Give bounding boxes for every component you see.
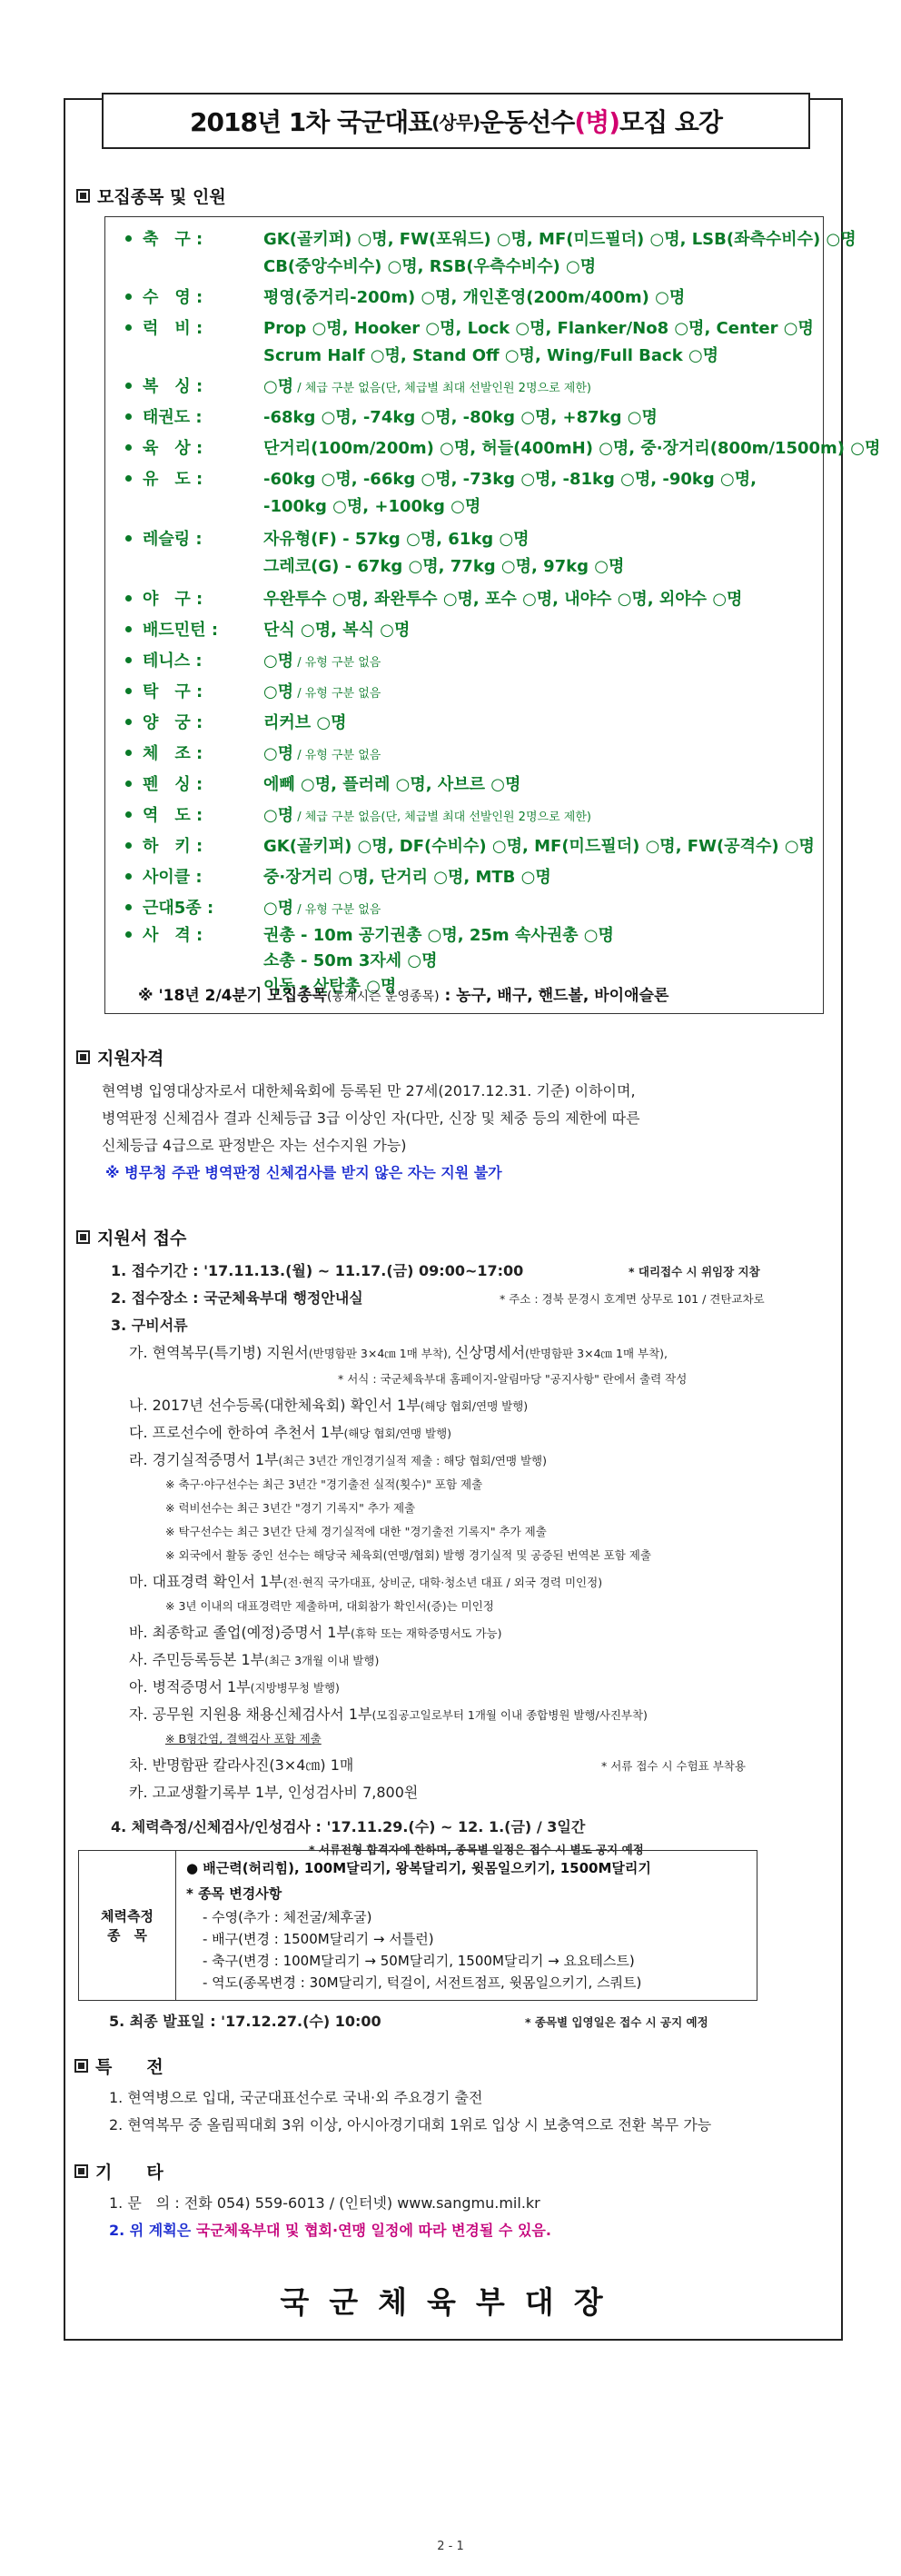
sport-text: GK(골키퍼) ○명, DF(수비수) ○명, MF(미드필더) ○명, FW(공격수) ○명 bbox=[263, 837, 815, 856]
sport-text: GK(골키퍼) ○명, FW(포워드) ○명, MF(미드필더) ○명, LSB(좌측수비수) ○명 bbox=[263, 230, 856, 249]
sport-name: 축 구 : bbox=[143, 230, 203, 249]
section-label: 지원자격 bbox=[97, 1049, 164, 1069]
doc-sub: (해당 협회/연맹 발행) bbox=[420, 1399, 529, 1413]
doc-sub: (반명함판 3×4㎝ 1매 부착), bbox=[308, 1347, 455, 1360]
app-final-note: * 종목별 입영일은 접수 시 공지 예정 bbox=[525, 2015, 708, 2029]
fitness-change: - 역도(종목변경 : 30M달리기, 턱걸이, 서전트점프, 윗몸일으키기, 스쿼트) bbox=[203, 1974, 642, 1991]
sport-text: 이동 - 산탄총 ○명 bbox=[263, 977, 397, 996]
sport-row bbox=[125, 617, 411, 641]
doc-sub: (지방병무청 발행) bbox=[250, 1681, 340, 1695]
sport-text: -100kg ○명, +100kg ○명 bbox=[263, 497, 481, 516]
bullet-icon bbox=[125, 324, 132, 331]
sport-note: / 체급 구분 없음(단, 체급별 최대 선발인원 2명으로 제한) bbox=[293, 811, 591, 824]
section-label: 지원서 접수 bbox=[97, 1228, 187, 1248]
doc-aa bbox=[129, 1676, 340, 1696]
doc-ra-note: ※ 축구·야구선수는 최근 3년간 "경기출전 실적(횟수)" 포함 제출 bbox=[165, 1477, 483, 1491]
doc-cha: 차. 반명함판 칼라사진(3×4㎝) 1매 bbox=[129, 1756, 354, 1774]
sport-row bbox=[125, 895, 381, 919]
sport-row bbox=[125, 864, 551, 888]
sport-name: 역 도 : bbox=[143, 806, 203, 825]
bullet-icon bbox=[125, 235, 132, 242]
qual-line: 병역판정 신체검사 결과 신체등급 3급 이상인 자(다만, 신장 및 체중 등의 제한에 따른 bbox=[102, 1109, 640, 1127]
bullet-icon bbox=[125, 719, 132, 725]
doc-text: 바. 최종학교 졸업(예정)증명서 1부 bbox=[129, 1624, 351, 1641]
doc-sub: (최근 3개월 이내 발행) bbox=[264, 1654, 380, 1667]
sport-row bbox=[125, 802, 591, 826]
title-part: 모집 요강 bbox=[619, 107, 722, 137]
sport-row bbox=[125, 373, 591, 397]
app-period-note: * 대리접수 시 위임장 지참 bbox=[629, 1265, 760, 1278]
doc-text: 다. 프로선수에 한하여 추천서 1부 bbox=[129, 1424, 344, 1441]
checkbox-square-icon bbox=[76, 1230, 90, 1244]
sport-name: 야 구 : bbox=[143, 590, 203, 609]
doc-sub: (해당 협회/연맹 발행) bbox=[343, 1427, 452, 1440]
doc-ra-note: ※ 럭비선수는 최근 3년간 "경기 기록지" 추가 제출 bbox=[165, 1501, 416, 1515]
sport-name: 배드민턴 : bbox=[143, 621, 219, 640]
app-tests: 4. 체력측정/신체검사/인성검사 : '17.11.29.(수) ~ 12. 1.(금) / 3일간 bbox=[111, 1818, 586, 1835]
doc-text: 마. 대표경력 확인서 1부 bbox=[129, 1573, 283, 1590]
sport-text: -60kg ○명, -66kg ○명, -73kg ○명, -81kg ○명, -90kg ○명, bbox=[263, 470, 757, 489]
sport-row bbox=[125, 226, 856, 276]
sport-row bbox=[125, 679, 381, 702]
sport-name: 레슬링 : bbox=[143, 530, 203, 549]
notice-part: 2. 위 계획은 bbox=[109, 2222, 196, 2239]
sport-row bbox=[125, 771, 521, 795]
doc-na bbox=[129, 1394, 528, 1415]
bullet-icon bbox=[125, 626, 132, 632]
page-number: 2 - 1 bbox=[437, 2540, 464, 2553]
bullet-icon bbox=[125, 413, 132, 420]
fitness-changes-heading: * 종목 변경사항 bbox=[186, 1885, 282, 1902]
sport-text: Scrum Half ○명, Stand Off ○명, Wing/Full Back ○명 bbox=[263, 346, 719, 365]
doc-text: 나. 2017년 선수등록(대한체육회) 확인서 1부 bbox=[129, 1397, 421, 1414]
sport-note: / 유형 구분 없음 bbox=[293, 687, 381, 701]
doc-ra-note: ※ 외국에서 활동 중인 선수는 해당국 체육회(연맹/협회) 발행 경기실적 및 공증된 번역본 포함 제출 bbox=[165, 1548, 651, 1562]
title-part: 2018년 1차 국군대표 bbox=[190, 107, 432, 137]
section-heading-application bbox=[76, 1225, 186, 1249]
bullet-icon bbox=[125, 595, 132, 602]
section-heading-qualification bbox=[76, 1045, 163, 1069]
bullet-icon bbox=[125, 750, 132, 756]
sports-note bbox=[138, 982, 668, 1005]
sport-text: 그레코(G) - 67kg ○명, 77kg ○명, 97kg ○명 bbox=[263, 557, 625, 576]
sport-text: ○명 bbox=[263, 899, 294, 918]
doc-text: 자. 공무원 지원용 채용신체검사서 1부 bbox=[129, 1706, 372, 1723]
sport-note: / 유형 구분 없음 bbox=[293, 903, 381, 917]
sport-text: 소총 - 50m 3자세 ○명 bbox=[263, 951, 438, 970]
doc-sub: (반명함판 3×4㎝ 1매 부착), bbox=[525, 1347, 668, 1360]
qual-line: 신체등급 4급으로 판정받은 자는 선수지원 가능) bbox=[102, 1137, 407, 1154]
app-location: 2. 접수장소 : 국군체육부대 행정안내실 bbox=[111, 1289, 363, 1307]
sport-name: 체 조 : bbox=[143, 744, 203, 763]
doc-ja bbox=[129, 1703, 648, 1724]
table-label-text: 종 목 bbox=[107, 1927, 147, 1944]
document-frame bbox=[64, 98, 881, 2341]
doc-sub: (휴학 또는 재학증명서도 가능) bbox=[350, 1626, 502, 1640]
bullet-icon bbox=[125, 873, 132, 880]
sport-note: / 유형 구분 없음 bbox=[293, 749, 381, 762]
doc-ma-note: ※ 3년 이내의 대표경력만 제출하며, 대회참가 확인서(증)는 미인정 bbox=[165, 1599, 494, 1613]
sport-name: 육 상 : bbox=[143, 439, 203, 458]
app-docs-heading: 3. 구비서류 bbox=[111, 1317, 188, 1334]
sport-note: / 유형 구분 없음 bbox=[293, 656, 381, 670]
sport-text: 우완투수 ○명, 좌완투수 ○명, 포수 ○명, 내야수 ○명, 외야수 ○명 bbox=[263, 590, 743, 609]
sport-name: 사 격 : bbox=[143, 926, 203, 945]
doc-da bbox=[129, 1421, 451, 1442]
checkbox-square-icon bbox=[76, 189, 90, 203]
sport-text: 자유형(F) - 57kg ○명, 61kg ○명 bbox=[263, 530, 530, 549]
fitness-change: - 축구(변경 : 100M달리기 → 50M달리기, 1500M달리기 → 요요테스트) bbox=[203, 1953, 635, 1969]
sport-text: Prop ○명, Hooker ○명, Lock ○명, Flanker/No8 ○명, Center ○명 bbox=[263, 319, 814, 338]
fitness-items: ● 배근력(허리힘), 100M달리기, 왕복달리기, 윗몸일으키기, 1500M달리기 bbox=[186, 1860, 651, 1876]
doc-text: 아. 병적증명서 1부 bbox=[129, 1678, 251, 1696]
doc-sa bbox=[129, 1648, 379, 1669]
bullet-icon bbox=[125, 688, 132, 694]
sport-name: 복 싱 : bbox=[143, 377, 203, 396]
note-part: ※ '18년 2/4분기 모집종목 bbox=[138, 987, 327, 1005]
sport-row bbox=[125, 741, 381, 764]
sport-text: ○명 bbox=[263, 682, 294, 701]
bullet-icon bbox=[125, 383, 132, 389]
sport-row bbox=[125, 586, 743, 610]
benefit-line: 1. 현역병으로 입대, 국군대표선수로 국내·외 주요경기 출전 bbox=[109, 2089, 483, 2106]
sport-text: 에뻬 ○명, 플러레 ○명, 사브르 ○명 bbox=[263, 775, 521, 794]
title-part: 운동선수 bbox=[480, 107, 575, 137]
sport-name: 펜 싱 : bbox=[143, 775, 203, 794]
table-label-text: 체력측정 bbox=[101, 1908, 153, 1925]
sport-row bbox=[125, 315, 814, 365]
doc-sub: (전·현직 국가대표, 상비군, 대학·청소년 대표 / 외국 경력 미인정) bbox=[282, 1576, 603, 1589]
title-part: (상무) bbox=[431, 111, 480, 134]
sport-name: 사이클 : bbox=[143, 868, 203, 887]
sport-text: 리커브 ○명 bbox=[263, 713, 347, 732]
sport-row bbox=[125, 435, 881, 459]
sport-text: -68kg ○명, -74kg ○명, -80kg ○명, +87kg ○명 bbox=[263, 408, 658, 427]
sport-name: 하 키 : bbox=[143, 837, 203, 856]
section-label: 모집종목 및 인원 bbox=[97, 187, 226, 207]
doc-cha-note: * 서류 접수 시 수험표 부착용 bbox=[601, 1759, 746, 1773]
doc-text: 사. 주민등록등본 1부 bbox=[129, 1651, 265, 1668]
sport-name: 태권도 : bbox=[143, 408, 203, 427]
sport-note: / 체급 구분 없음(단, 체급별 최대 선발인원 2명으로 제한) bbox=[293, 382, 591, 395]
sport-row bbox=[125, 404, 658, 428]
sport-name: 럭 비 : bbox=[143, 319, 203, 338]
sport-text: ○명 bbox=[263, 806, 294, 825]
qual-line: 현역병 입영대상자로서 대한체육회에 등록된 만 27세(2017.12.31. 기준) 이하이며, bbox=[102, 1082, 636, 1099]
sport-name: 유 도 : bbox=[143, 470, 203, 489]
page-title bbox=[102, 93, 810, 149]
doc-ja-note: ※ B형간염, 결핵검사 포함 제출 bbox=[165, 1732, 322, 1746]
fitness-change: - 수영(추가 : 체전굴/체후굴) bbox=[203, 1909, 372, 1925]
note-part: : 농구, 배구, 핸드볼, 바이애슬론 bbox=[439, 987, 669, 1005]
bullet-icon bbox=[125, 657, 132, 663]
app-address: * 주소 : 경북 문경시 호계면 상무로 101 / 견탄교차로 bbox=[500, 1292, 765, 1306]
sport-text: 평영(중거리-200m) ○명, 개인혼영(200m/400m) ○명 bbox=[263, 288, 686, 307]
sport-name: 양 궁 : bbox=[143, 713, 203, 732]
note-part: (동계시즌 운영종목) bbox=[326, 990, 440, 1004]
app-period: 1. 접수기간 : '17.11.13.(월) ~ 11.17.(금) 09:00~17:00 bbox=[111, 1262, 524, 1279]
issuer-signature: 국군체육부대장 bbox=[280, 2284, 623, 2320]
sport-name: 테니스 : bbox=[143, 651, 203, 671]
sport-row bbox=[125, 466, 757, 516]
doc-ma bbox=[129, 1570, 602, 1591]
sport-name: 근대5종 : bbox=[143, 899, 214, 918]
section-label: 기 타 bbox=[95, 2163, 163, 2183]
sport-text: 단거리(100m/200m) ○명, 허들(400mH) ○명, 중·장거리(800m/1500m) ○명 bbox=[263, 439, 881, 458]
app-final-date: 5. 최종 발표일 : '17.12.27.(수) 10:00 bbox=[109, 2013, 381, 2030]
fitness-table bbox=[78, 1850, 757, 2001]
doc-ka: 카. 고교생활기록부 1부, 인성검사비 7,800원 bbox=[129, 1784, 419, 1801]
notice-part: 국군체육부대 및 협회·연맹 일정에 따라 변경될 수 있음. bbox=[195, 2222, 551, 2239]
sports-box bbox=[104, 216, 881, 1014]
sport-text: 중·장거리 ○명, 단거리 ○명, MTB ○명 bbox=[263, 868, 551, 887]
sport-text: 단식 ○명, 복식 ○명 bbox=[263, 621, 411, 640]
doc-sub: (모집공고일로부터 1개월 이내 종합병원 발행/사진부착) bbox=[371, 1708, 648, 1722]
bullet-icon bbox=[125, 904, 132, 910]
sport-text: ○명 bbox=[263, 744, 294, 763]
section-label: 특 전 bbox=[95, 2057, 163, 2077]
sport-name: 수 영 : bbox=[143, 288, 203, 307]
bullet-icon bbox=[125, 444, 132, 451]
sport-row bbox=[125, 648, 381, 671]
doc-text: 신상명세서 bbox=[454, 1344, 526, 1361]
bullet-icon bbox=[125, 931, 132, 938]
app-tests-note: * 서류전형 합격자에 한하며, 종목별 일정은 접수 시 별도 공지 예정 bbox=[309, 1843, 644, 1856]
sport-text: CB(중앙수비수) ○명, RSB(우측수비수) ○명 bbox=[263, 257, 597, 276]
qual-note: ※ 병무청 주관 병역판정 신체검사를 받지 않은 자는 지원 불가 bbox=[105, 1164, 502, 1181]
doc-text: 라. 경기실적증명서 1부 bbox=[129, 1451, 279, 1468]
doc-ra-note: ※ 탁구선수는 최근 3년간 단체 경기실적에 대한 "경기출전 기록지" 추가 제출 bbox=[165, 1525, 547, 1538]
section-heading-recruit bbox=[76, 184, 226, 208]
doc-ga-note: * 서식 : 국군체육부대 홈페이지-알림마당 "공지사항" 란에서 출력 작성 bbox=[338, 1372, 688, 1386]
title-highlight: (병) bbox=[574, 107, 620, 137]
bullet-icon bbox=[125, 535, 132, 542]
sport-text: ○명 bbox=[263, 377, 294, 396]
sport-row bbox=[125, 833, 815, 857]
benefit-line: 2. 현역복무 중 올림픽대회 3위 이상, 아시아경기대회 1위로 입상 시 보충역으로 전환 복무 가능 bbox=[109, 2116, 712, 2133]
bullet-icon bbox=[125, 293, 132, 300]
sport-name: 탁 구 : bbox=[143, 682, 203, 701]
sport-text: ○명 bbox=[263, 651, 294, 671]
doc-sub: (최근 3년간 개인경기실적 제출 : 해당 협회/연맹 발행) bbox=[278, 1454, 547, 1467]
sport-row bbox=[125, 526, 625, 576]
doc-text: 가. 현역복무(특기병) 지원서 bbox=[129, 1344, 309, 1361]
doc-ra bbox=[129, 1448, 547, 1469]
fitness-table-label bbox=[79, 1851, 176, 2000]
bullet-icon bbox=[125, 842, 132, 849]
bullet-icon bbox=[125, 781, 132, 787]
bullet-icon bbox=[125, 811, 132, 818]
contact-line: 1. 문 의 : 전화 054) 559-6013 / (인터넷) www.sangmu.mil.kr bbox=[109, 2194, 540, 2212]
sport-text: 권총 - 10m 공기권총 ○명, 25m 속사권총 ○명 bbox=[263, 926, 614, 945]
sport-row bbox=[125, 284, 686, 308]
doc-ga bbox=[129, 1341, 668, 1362]
sport-row bbox=[125, 710, 347, 733]
checkbox-square-icon bbox=[76, 1050, 90, 1064]
fitness-change: - 배구(변경 : 1500M달리기 → 서틀런) bbox=[203, 1931, 434, 1947]
bullet-icon bbox=[125, 475, 132, 482]
doc-ba bbox=[129, 1621, 502, 1642]
